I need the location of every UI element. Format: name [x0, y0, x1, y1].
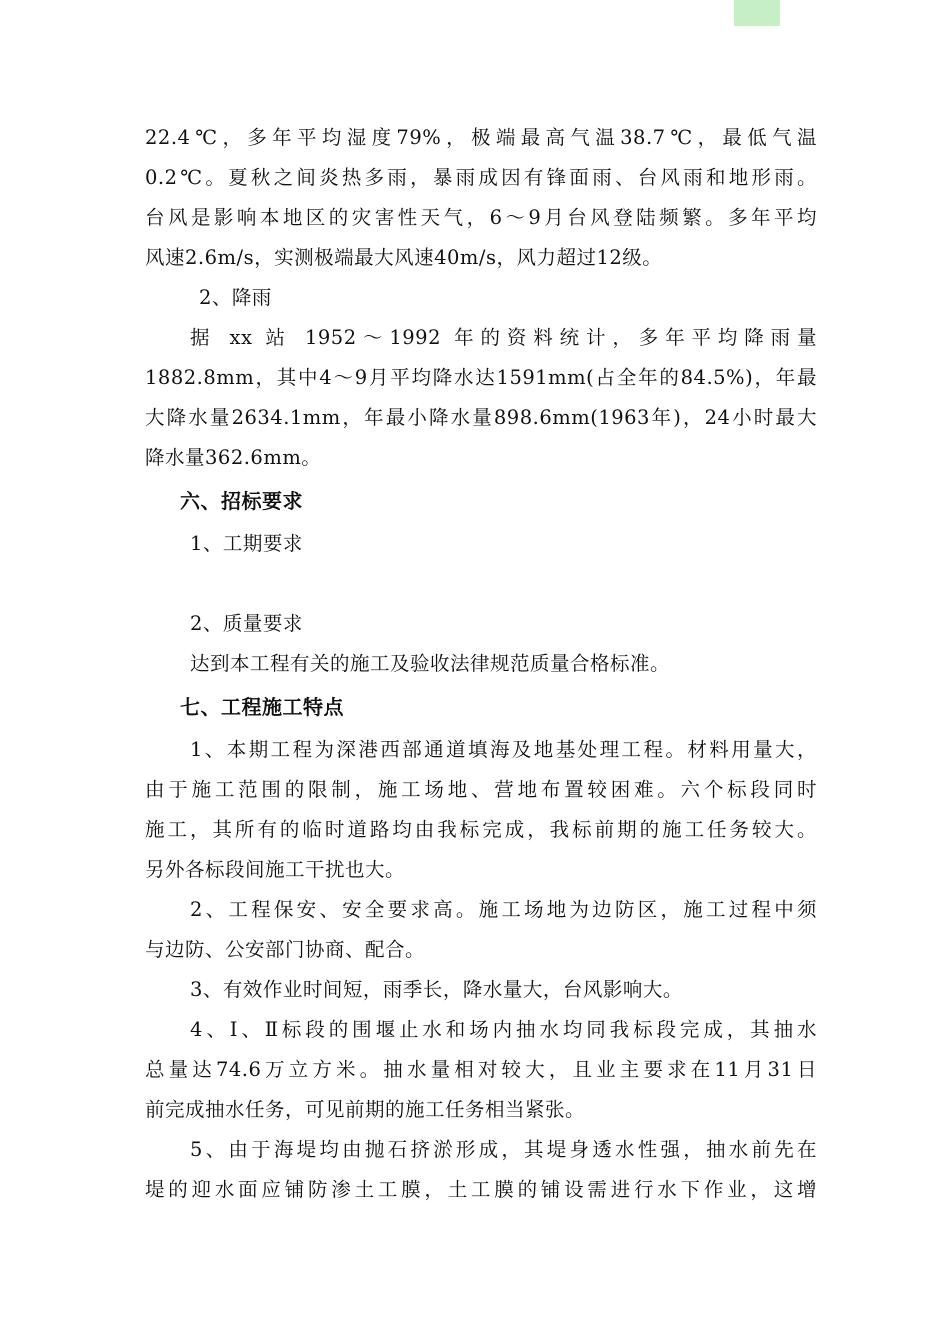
section-7-heading: 七、工程施工特点 [180, 695, 344, 719]
quality-requirement: 2、质量要求 [190, 612, 303, 635]
section-6-heading: 六、招标要求 [180, 489, 303, 513]
weather-line-1: 22.4℃，多年平均湿度79%，极端最高气温38.7℃，最低气温 [145, 126, 817, 149]
weather-line-2: 0.2℃。夏秋之间炎热多雨，暴雨成因有锋面雨、台风雨和地形雨。 [145, 166, 817, 189]
feature-1-line-4: 另外各标段间施工干扰也大。 [145, 858, 406, 881]
weather-line-4: 风速2.6m/s，实测极端最大风速40m/s，风力超过12级。 [145, 246, 663, 269]
blank-line [145, 564, 817, 604]
feature-4-line-1: 4、Ⅰ、Ⅱ标段的围堰止水和场内抽水均同我标段完成，其抽水 [190, 1018, 817, 1041]
rain-line-4: 降水量362.6mm。 [145, 446, 322, 469]
feature-2-line-1: 2、工程保安、安全要求高。施工场地为边防区，施工过程中须 [190, 898, 817, 921]
document-page [145, 118, 817, 1210]
feature-1-line-1: 1、本期工程为深港西部通道填海及地基处理工程。材料用量大， [190, 738, 817, 761]
feature-2-line-2: 与边防、公安部门协商、配合。 [145, 938, 426, 961]
feature-1-line-3: 施工，其所有的临时道路均由我标完成，我标前期的施工任务较大。 [145, 818, 817, 841]
rain-line-1: 据 xx 站 1952～1992 年的资料统计，多年平均降雨量 [190, 326, 817, 349]
feature-3-line-1: 3、有效作业时间短，雨季长，降水量大，台风影响大。 [190, 978, 683, 1001]
feature-5-line-1: 5、由于海堤均由抛石挤淤形成，其堤身透水性强，抽水前先在 [190, 1138, 817, 1161]
feature-4-line-3: 前完成抽水任务，可见前期的施工任务相当紧张。 [145, 1098, 586, 1121]
feature-5-line-2: 堤的迎水面应铺防渗土工膜，土工膜的铺设需进行水下作业，这增 [145, 1178, 817, 1201]
quality-requirement-text: 达到本工程有关的施工及验收法律规范质量合格标准。 [190, 652, 671, 675]
rain-subheading: 2、降雨 [199, 286, 272, 309]
rain-line-3: 大降水量2634.1mm，年最小降水量898.6mm(1963年)，24小时最大 [145, 406, 817, 429]
schedule-requirement: 1、工期要求 [190, 532, 303, 555]
weather-line-3: 台风是影响本地区的灾害性天气，6～9月台风登陆频繁。多年平均 [145, 206, 817, 229]
rain-line-2: 1882.8mm，其中4～9月平均降水达1591mm(占全年的84.5%)，年最 [145, 366, 817, 389]
corner-marker [734, 0, 780, 26]
feature-4-line-2: 总量达74.6万立方米。抽水量相对较大，且业主要求在11月31日 [145, 1058, 817, 1081]
feature-1-line-2: 由于施工范围的限制，施工场地、营地布置较困难。六个标段同时 [145, 778, 817, 801]
